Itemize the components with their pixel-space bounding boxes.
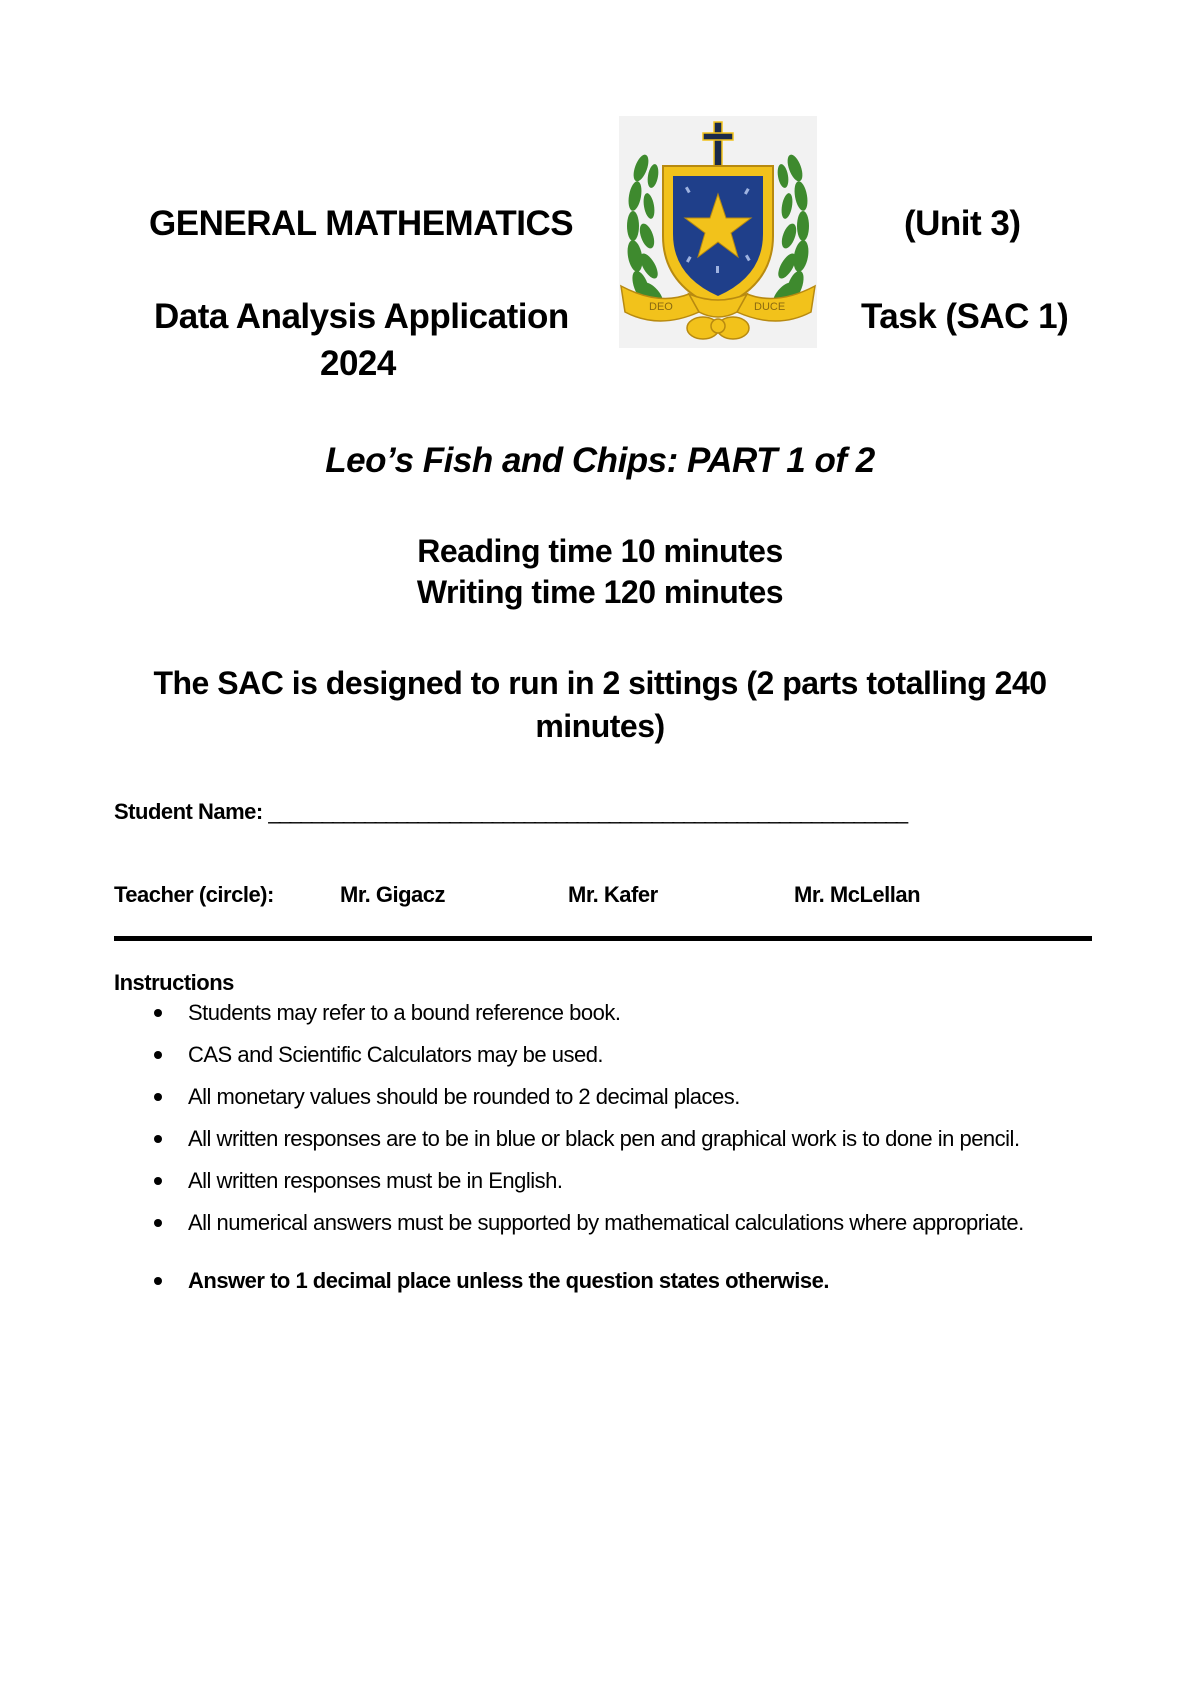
instruction-item: All written responses are to be in blue or black pen and graphical work is to done in pencil. [114, 1124, 1114, 1166]
instructions-list [114, 998, 1114, 1308]
year-label: 2024 [320, 344, 396, 383]
student-name-line[interactable]: ____________________________________________________________ [268, 799, 907, 824]
section-divider [114, 936, 1092, 941]
instruction-item: Students may refer to a bound reference book. [114, 998, 1114, 1040]
writing-time: Writing time 120 minutes [416, 574, 784, 610]
bullet-icon [154, 1277, 162, 1285]
teacher-label: Teacher (circle): [114, 882, 274, 907]
document-subtitle: Leo’s Fish and Chips: PART 1 of 2 [325, 441, 875, 480]
sac-note: The SAC is designed to run in 2 sittings (2 parts totalling 240 minutes) [153, 665, 1047, 744]
instruction-item-emphasis: Answer to 1 decimal place unless the question states otherwise. [114, 1266, 1114, 1308]
subject-title: GENERAL MATHEMATICS [149, 204, 574, 243]
bullet-icon [154, 1051, 162, 1059]
task-title-right: Task (SAC 1) [861, 297, 1069, 336]
instruction-item: All monetary values should be rounded to 2 decimal places. [114, 1082, 1114, 1124]
reading-time: Reading time 10 minutes [417, 533, 783, 569]
bullet-icon [154, 1135, 162, 1143]
motto-right: DUCE [754, 301, 786, 313]
teacher-option-gigacz[interactable]: Mr. Gigacz [340, 882, 446, 907]
instruction-item: All written responses must be in English. [114, 1166, 1114, 1208]
task-title-left: Data Analysis Application [154, 297, 569, 336]
bullet-icon [154, 1177, 162, 1185]
school-crest-logo [619, 116, 817, 348]
instructions-title: Instructions [114, 970, 234, 995]
bullet-icon [154, 1093, 162, 1101]
motto-left: DEO [649, 301, 673, 313]
teacher-option-kafer[interactable]: Mr. Kafer [568, 882, 658, 907]
teacher-option-mclellan[interactable]: Mr. McLellan [794, 882, 921, 907]
instruction-item: CAS and Scientific Calculators may be used. [114, 1040, 1114, 1082]
bullet-icon [154, 1009, 162, 1017]
student-name-label: Student Name: [114, 799, 263, 824]
unit-label: (Unit 3) [904, 204, 1021, 243]
instruction-item: All numerical answers must be supported by mathematical calculations where appropriate. [114, 1208, 1114, 1250]
student-name-row [114, 799, 907, 825]
bullet-icon [154, 1219, 162, 1227]
